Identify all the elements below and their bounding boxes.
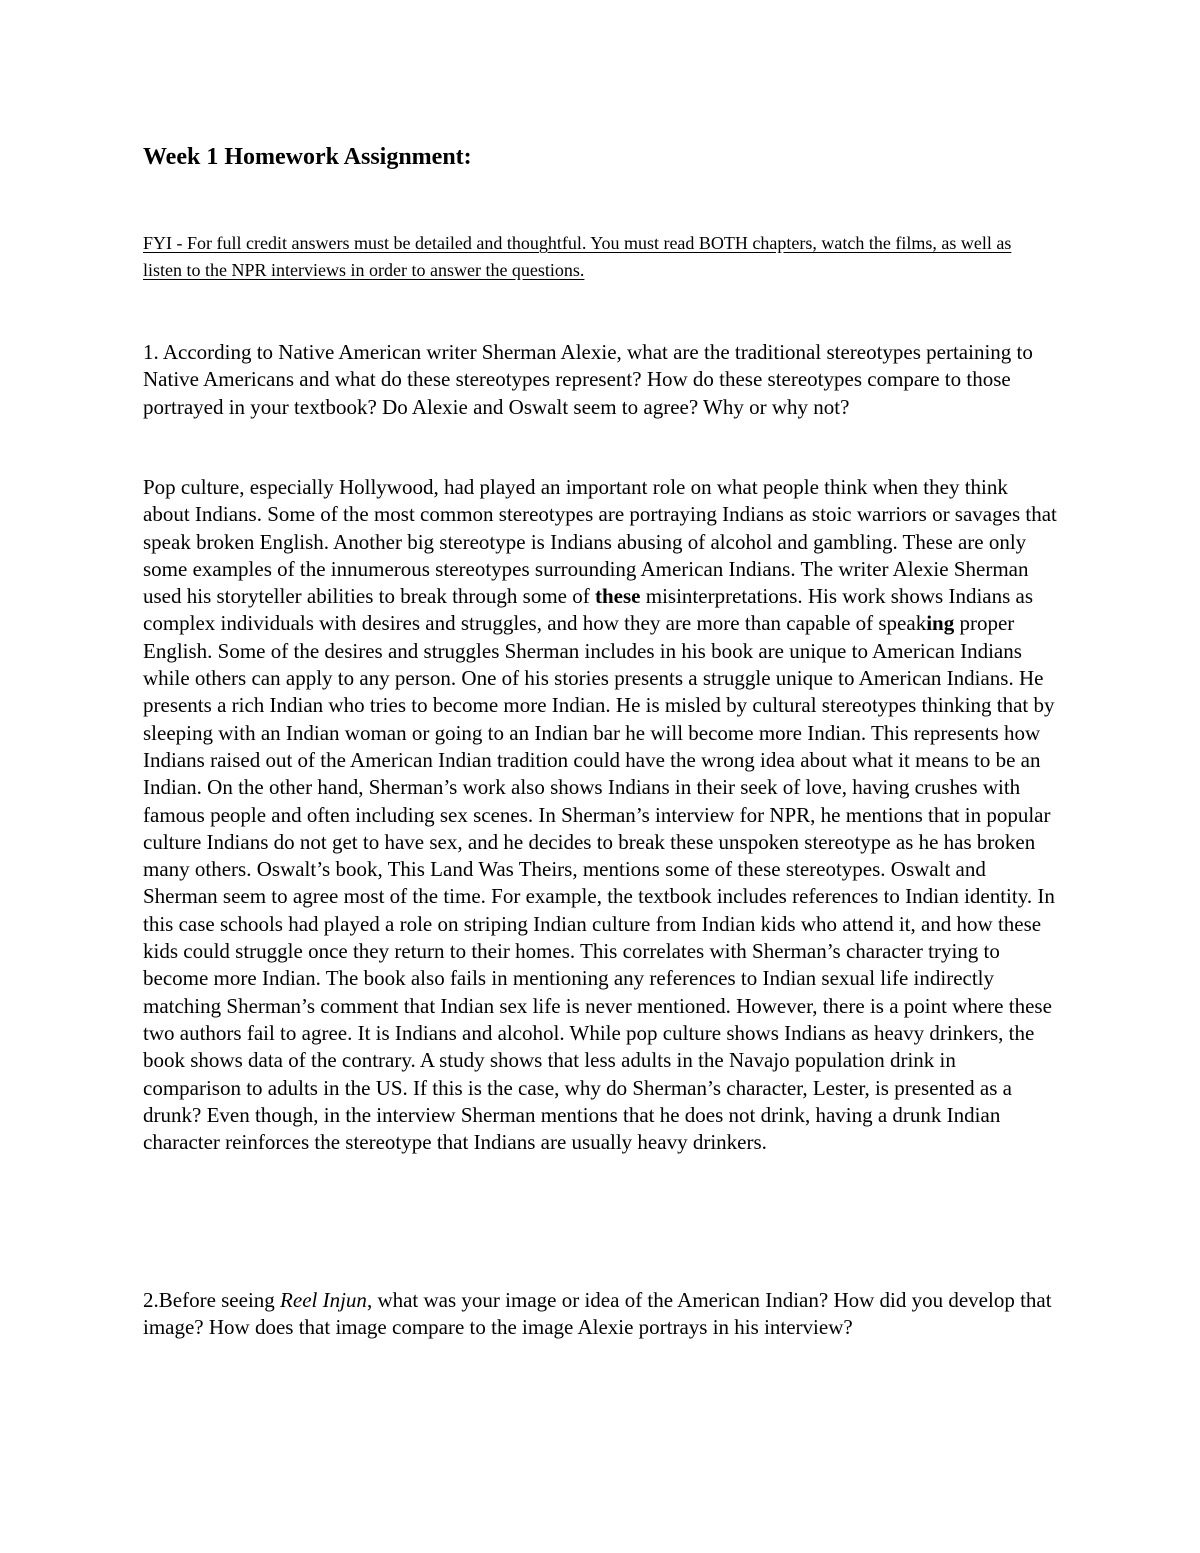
page-title: Week 1 Homework Assignment: xyxy=(143,144,472,170)
answer-1-text-part2: misinterpretations. His work shows Indians as complex individuals with desires and struggles, and how they are more than capable of speak xyxy=(143,584,1034,636)
fyi-note: FYI - For full credit answers must be detailed and thoughtful. You must read BOTH chapters, watch the films, as well as listen to the NPR interviews in order to answer the questions. xyxy=(143,233,1012,280)
answer-1-text-part3: proper English. Some of the desires and struggles Sherman includes in his book are unique to American Indians while others can apply to any person. One of his stories presents a struggle unique to American Indians. He presents a rich Indian who tries to become more Indian. He is misled by cultural stereotypes thinking that by sleeping with an Indian woman or going to an Indian bar he will become more Indian. This represents how Indians raised out of the American Indian tradition could have the wrong idea about what it means to be an Indian. On the other hand, Sherman’s work also shows Indians in their seek of love, having crushes with famous people and often including sex scenes. In Sherman’s interview for NPR, he mentions that in popular culture Indians do not get to have sex, and he decides to break these unspoken stereotype as he has broken many others. Oswalt’s book, This Land Was Theirs, mentions some of these stereotypes. Oswalt and Sherman seem to agree most of the time. For example, the textbook includes references to Indian identity. In this case schools had played a role on striping Indian culture from Indian kids who attend it, and how these kids could struggle once they return to their homes. This correlates with Sherman’s character trying to become more Indian. The book also fails in mentioning any references to Indian sexual life indirectly matching Sherman’s comment that Indian sex life is never mentioned. However, there is a point where these two authors fail to agree. It is Indians and alcohol. While pop culture shows Indians as heavy drinkers, the book shows data of the contrary. A study shows that less adults in the Navajo population drink in comparison to adults in the US. If this is the case, why do Sherman’s character, Lester, is presented as a drunk? Even though, in the interview Sherman mentions that he does not drink, having a drunk Indian character reinforces the stereotype that Indians are usually heavy drinkers. xyxy=(143,611,1055,1155)
question-2-suffix: , what was your image or idea of the American Indian? How did you develop that image? How does that image compare to the image Alexie portrays in his interview? xyxy=(143,1288,1052,1340)
answer-1-bold-word: these xyxy=(595,584,641,609)
answer-1-bold-suffix: ing xyxy=(926,611,955,636)
answer-1 xyxy=(143,474,1058,1156)
question-2-film-title: Reel Injun xyxy=(280,1288,367,1312)
question-2-prefix: 2.Before seeing xyxy=(143,1288,281,1312)
question-2 xyxy=(143,1287,1058,1342)
answer-1-text-part1: Pop culture, especially Hollywood, had played an important role on what people think when they think about Indians. Some of the most common stereotypes are portraying Indians as stoic warriors or savages that speak broken English. Another big stereotype is Indians abusing of alcohol and gambling. These are only some examples of the innumerous stereotypes surrounding American Indians. The writer Alexie Sherman used his storyteller abilities to break through some of xyxy=(143,475,1057,609)
question-1: 1. According to Native American writer Sherman Alexie, what are the traditional stereotypes pertaining to Native Americans and what do these stereotypes represent? How do these stereotypes compare to those portrayed in your textbook? Do Alexie and Oswalt seem to agree? Why or why not? xyxy=(143,340,1033,419)
